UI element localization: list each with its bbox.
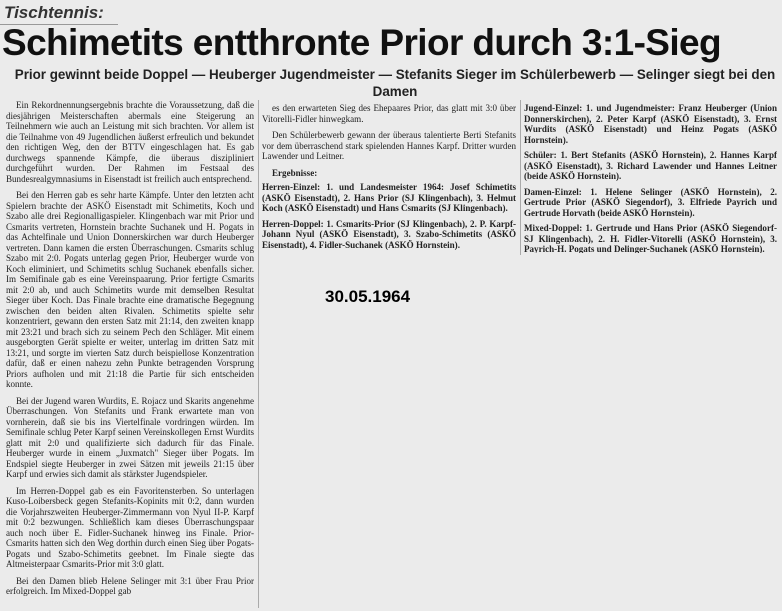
- subheadline: Prior gewinnt beide Doppel — Heuberger Jugendmeister — Stefanits Sieger im Schülerbewerb — Selinger siegt bei den Damen: [14, 67, 776, 99]
- result-entry: Herren-Einzel: 1. und Landesmeister 1964: Josef Schimetits (ASKÖ Eisenstadt), 2. Hans Prior (SJ Klingenbach), 3. Helmut Koch (ASKÖ Eisenstadt) und Hans Csmarits (SJ Klingenbach).: [262, 182, 516, 213]
- column-divider: [520, 100, 521, 255]
- paragraph: Im Herren-Doppel gab es ein Favoritensterben. So unterlagen Kuso-Loibersbeck gegen Stefanits-Kopinits mit 0:2, dann wurden die Vorjahrszweiten Heuberger-Zimmermann von Nyul II-P. Karpf mit 0:2 bezwungen. Schließlich kam dieses Überraschungspaar auch noch über E. Fidler-Suchanek hinweg ins Finale. Prior-Csmarits hatten sich den Weg dorthin durch einen Sieg über Pogats-Pogats und Szabo-Schimetits geebnet. Im Finale siegte das Altmeisterpaar Csmarits-Prior mit 3:0 glatt.: [6, 485, 254, 569]
- article-column-2: [262, 103, 516, 288]
- result-entry: Schüler: 1. Bert Stefanits (ASKÖ Hornstein), 2. Hannes Karpf (ASKÖ Eisenstadt), 3. Richard Lawender und Hannes Leitner (beide ASKÖ Hornstein).: [524, 150, 777, 181]
- column-divider: [258, 100, 259, 608]
- section-kicker: Tischtennis:: [4, 3, 104, 22]
- result-entry: Herren-Doppel: 1. Csmarits-Prior (SJ Klingenbach), 2. P. Karpf-Johann Nyul (ASKÖ Eisenstadt), 3. Szabo-Schimetits (ASKÖ Eisenstadt), 4. Fidler-Suchanek (ASKÖ Hornstein).: [262, 218, 516, 250]
- paragraph: Bei der Jugend waren Wurdits, E. Rojacz und Skarits angenehme Überraschungen. Von Stefanits und Frank erwartete man von vornherein, daß sie bis ins Viertelfinale vordringen würden. Im Semifinale schlug Peter Karpf seinen Vereinskollegen Ernst Wurdits glatt mit 2:0 und qualifizierte sich dadurch für das Finale. Heuberger wurde in einem „Juxmatch" Sieger über Pogats. Im Endspiel siegte Heuberger in zwei Sätzen mit jeweils 21:15 über Karpf und erwies sich damit als stärkster Jugendspieler.: [6, 395, 254, 479]
- paragraph: Bei den Herren gab es sehr harte Kämpfe. Unter den letzten acht Spielern brachte der ASKÖ Eisenstadt mit Schimetits, Koch und Szabo alle drei Regionalligaspieler. Klingenbach war mit Prior und Csmarits vertreten, Hornstein brachte Suchanek und H. Pogats in das Achtelfinale und Union Donnerskirchen war durch Heuberger vertreten. Dann kamen die ersten Überraschungen. Csmarits schlug Szabo mit 2:0. Pogats unterlag gegen Prior, Heuberger wurde von Koch eliminiert, und Schimetits schlug Suchanek ebenfalls sicher. Im Semifinale gab es eine Vereinspaarung. Prior fertigte Csmarits mit 2:0 ab, und auch Schimetits wurde mit demselben Resultat Sieger über Koch. Das Finale brachte eine dramatische Begegnung zwischen den beiden alten Rivalen. Schimetits spielte sehr konzentriert, gewann den ersten Satz mit 21:14, den zweiten knapp mit 23:21 und brach sich zu seinem Pech den Schläger. Mit einem ausgeborgten Gerät spielte er weiter, unterlag im dritten Satz mit 13:21, und sorgte im vierten Satz durch beispiellose Konzentration dafür, daß er einen nahezu zehn Punkte betragenden Vorsprung Priors aufholen und mit 21:18 die Partie für sich entscheiden konnte.: [6, 190, 254, 389]
- article-column-3: [524, 103, 777, 253]
- paragraph: es den erwarteten Sieg des Ehepaares Prior, das glatt mit 3:0 über Vitorelli-Fidler hinwegkam.: [262, 103, 516, 124]
- paragraph: Bei den Damen blieb Helene Selinger mit 3:1 über Frau Prior erfolgreich. Im Mixed-Doppel gab: [6, 575, 254, 596]
- date-stamp: 30.05.1964: [325, 287, 411, 306]
- article-column-1: [6, 100, 254, 610]
- result-entry: Damen-Einzel: 1. Helene Selinger (ASKÖ Hornstein), 2. Gertrude Prior (ASKÖ Siegendorf), 3. Elfriede Payrich und Gertrude Horvath (beide ASKÖ Hornstein).: [524, 186, 777, 218]
- paragraph: Den Schülerbewerb gewann der überaus talentierte Berti Stefanits vor dem überraschend stark spielenden Hannes Karpf. Dritter wurden Lawender und Leitner.: [262, 130, 516, 161]
- results-heading: Ergebnisse:: [272, 167, 318, 178]
- headline: Schimetits entthronte Prior durch 3:1-Sieg: [2, 22, 722, 63]
- result-entry: Mixed-Doppel: 1. Gertrude und Hans Prior (ASKÖ Siegendorf-SJ Klingenbach), 2. H. Fidler-Vitorelli (ASKÖ Hornstein), 3. Payrich-H. Pogats und Delinger-Suchanek (ASKÖ Hornstein).: [524, 223, 777, 253]
- paragraph: Ein Rekordnennungsergebnis brachte die Voraussetzung, daß die diesjährigen Meisterschaften abermals eine Steigerung an Teilnehmern wie auch an Leistung mit sich brachten. Vor allem ist die Teilnahme von 49 Jugendlichen äußerst erfreulich und bekundet den richtigen Weg, den der BTTV eingeschlagen hat. Es gab durchwegs spannende Kämpfe, die überaus diszipliniert durchgeführt wurden. Der Rahmen im Festsaal des Bundesrealgymnasiums in Eisenstadt ist freilich auch entsprechend.: [6, 100, 254, 184]
- result-entry: Jugend-Einzel: 1. und Jugendmeister: Franz Heuberger (Union Donnerskirchen), 2. Peter Karpf (ASKÖ Eisenstadt), 3. Ernst Wurdits (ASKÖ Eisenstadt) und Heinz Pogats (ASKÖ Hornstein).: [524, 103, 777, 145]
